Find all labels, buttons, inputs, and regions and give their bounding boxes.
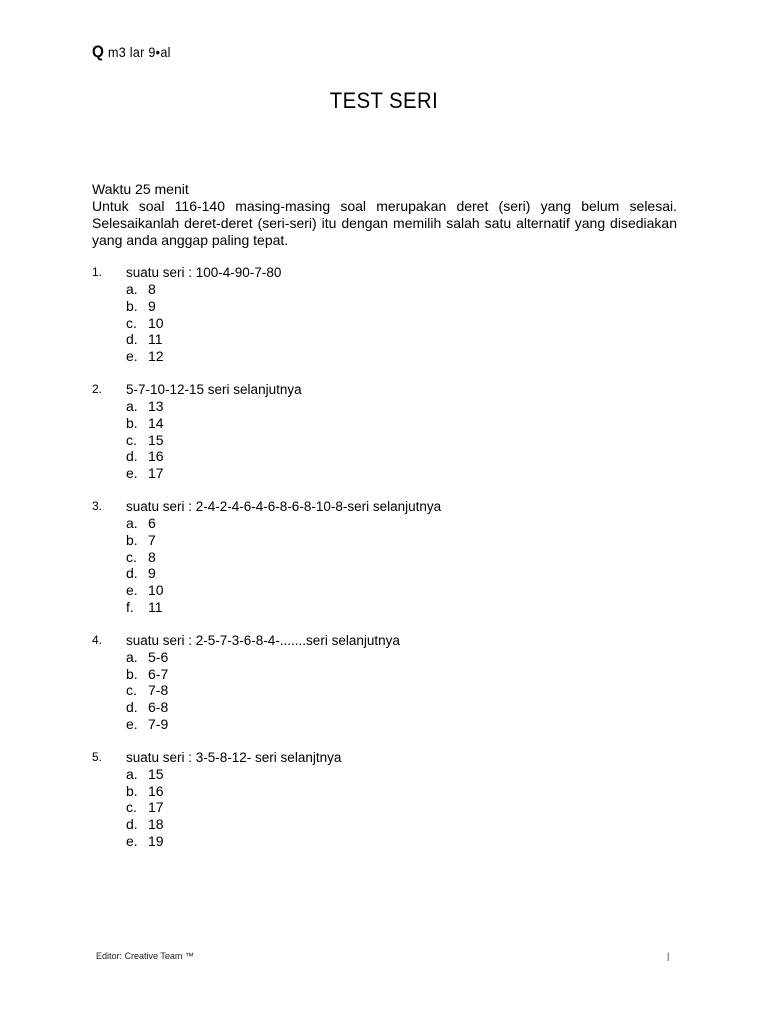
option-letter: b. — [126, 297, 138, 314]
answer-option — [126, 649, 677, 666]
question-header — [92, 498, 677, 515]
answer-option — [126, 549, 677, 566]
option-letter: b. — [126, 414, 138, 431]
answer-option — [126, 315, 677, 332]
option-list — [92, 398, 677, 482]
answer-option — [126, 766, 677, 783]
question-text: suatu seri : 100-4-90-7-80 — [126, 265, 282, 280]
option-letter: a. — [126, 648, 138, 665]
option-value: 9 — [148, 565, 156, 582]
answer-option — [126, 432, 677, 449]
answer-option — [126, 666, 677, 683]
page-title: TEST SERI — [329, 88, 439, 113]
answer-option — [126, 331, 677, 348]
answer-option — [126, 599, 677, 616]
option-value: 7-8 — [148, 682, 169, 699]
option-value: 10 — [148, 582, 164, 599]
answer-option — [126, 532, 677, 549]
option-list — [92, 766, 677, 850]
option-value: 9 — [148, 297, 156, 314]
option-value: 15 — [148, 765, 164, 782]
option-letter: a. — [126, 514, 138, 531]
footer-editor: Editor: Creative Team ™ — [96, 951, 194, 961]
question-number: 4. — [92, 632, 103, 647]
option-value: 15 — [148, 431, 164, 448]
answer-option — [126, 816, 677, 833]
option-letter: b. — [126, 782, 138, 799]
option-value: 6-8 — [148, 699, 169, 716]
option-letter: d. — [126, 816, 138, 833]
answer-option — [126, 298, 677, 315]
answer-option — [126, 515, 677, 532]
logo-text: m3 lar 9•al — [107, 44, 171, 60]
option-value: 14 — [148, 414, 164, 431]
question-text: suatu seri : 2-4-2-4-6-4-6-8-6-8-10-8-seri selanjutnya — [126, 498, 442, 514]
question-text: suatu seri : 2-5-7-3-6-8-4-.......seri selanjutnya — [126, 632, 400, 648]
option-value: 16 — [148, 782, 164, 799]
option-value: 10 — [148, 314, 164, 331]
question-number: 1. — [92, 265, 103, 279]
option-letter: e. — [126, 715, 138, 732]
question-text: 5-7-10-12-15 seri selanjutnya — [126, 381, 302, 397]
option-letter: d. — [126, 699, 138, 716]
answer-option — [126, 833, 677, 850]
option-value: 13 — [148, 397, 164, 414]
question-item — [92, 381, 677, 482]
option-letter: a. — [126, 397, 138, 414]
question-item — [92, 264, 677, 365]
option-value: 11 — [148, 331, 163, 348]
option-letter: d. — [126, 448, 138, 465]
option-letter: c. — [126, 431, 137, 448]
answer-option — [126, 565, 677, 582]
option-value: 16 — [148, 448, 164, 465]
intro-section — [92, 181, 677, 249]
option-value: 17 — [148, 799, 164, 816]
option-letter: c. — [126, 548, 137, 565]
option-letter: c. — [126, 799, 137, 816]
question-header — [92, 749, 677, 766]
question-number: 5. — [92, 749, 103, 764]
option-list — [92, 281, 677, 365]
logo-letter: Q — [92, 42, 105, 61]
answer-option — [126, 716, 677, 733]
option-letter: d. — [126, 565, 138, 582]
option-letter: e. — [126, 582, 138, 599]
question-header — [92, 381, 677, 398]
option-list — [92, 649, 677, 733]
option-letter: a. — [126, 281, 138, 297]
footer-page-mark: | — [667, 951, 670, 961]
option-letter: d. — [126, 331, 138, 348]
option-value: 5-6 — [148, 648, 169, 665]
option-letter: b. — [126, 531, 138, 548]
option-value: 8 — [148, 281, 156, 297]
option-value: 12 — [148, 348, 164, 365]
option-value: 19 — [148, 832, 164, 849]
answer-option — [126, 448, 677, 465]
question-header — [92, 264, 677, 281]
question-item — [92, 749, 677, 850]
answer-option — [126, 281, 677, 298]
question-item — [92, 632, 677, 733]
option-letter: e. — [126, 832, 138, 849]
option-letter: b. — [126, 665, 138, 682]
option-value: 8 — [148, 548, 156, 565]
option-value: 11 — [148, 598, 163, 615]
answer-option — [126, 582, 677, 599]
option-letter: f. — [126, 598, 134, 615]
question-number: 2. — [92, 381, 103, 396]
option-value: 18 — [148, 816, 164, 833]
question-number: 3. — [92, 498, 103, 513]
answer-option — [126, 465, 677, 482]
option-value: 7 — [148, 531, 156, 548]
option-letter: c. — [126, 314, 137, 331]
option-letter: c. — [126, 682, 137, 699]
question-text: suatu seri : 3-5-8-12- seri selanjtnya — [126, 749, 342, 765]
instructions-paragraph: Untuk soal 116-140 masing-masing soal merupakan deret (seri) yang belum selesai. Selesaikanlah deret-deret (seri-seri) itu dengan memilih salah satu alternatif yang disediakan yang anda anggap paling tepat. — [92, 198, 677, 248]
time-limit: Waktu 25 menit — [92, 181, 189, 197]
question-list — [92, 264, 677, 866]
answer-option — [126, 682, 677, 699]
header-logo — [92, 42, 171, 62]
option-value: 6-7 — [148, 665, 169, 682]
answer-option — [126, 799, 677, 816]
option-letter: e. — [126, 465, 138, 482]
option-list — [92, 515, 677, 616]
answer-option — [126, 783, 677, 800]
question-header — [92, 632, 677, 649]
answer-option — [126, 415, 677, 432]
option-letter: a. — [126, 765, 138, 782]
option-value: 7-9 — [148, 715, 169, 732]
answer-option — [126, 348, 677, 365]
question-item — [92, 498, 677, 616]
answer-option — [126, 699, 677, 716]
answer-option — [126, 398, 677, 415]
option-value: 17 — [148, 465, 164, 482]
option-value: 6 — [148, 514, 156, 531]
option-letter: e. — [126, 348, 138, 365]
